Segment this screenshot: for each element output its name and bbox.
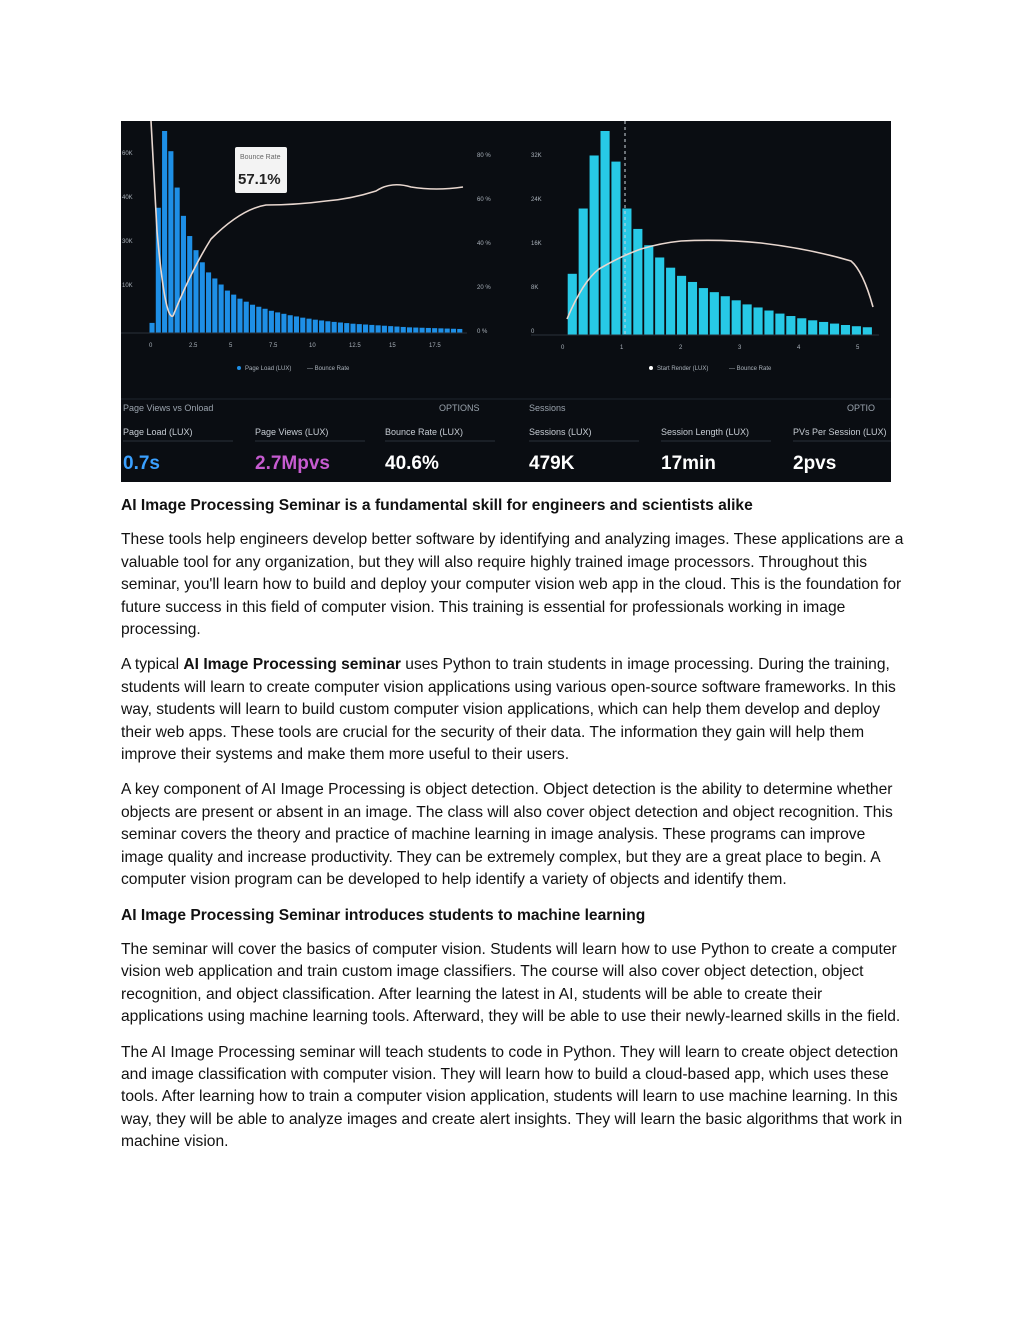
right-y-tick: 32K [531, 153, 542, 159]
right-panel-label: Sessions [529, 403, 566, 413]
left-bar [263, 309, 268, 333]
left-bar [338, 322, 343, 333]
left-bar [288, 315, 293, 333]
left-x-tick: 2.5 [189, 343, 198, 349]
left-x-tick: 12.5 [349, 343, 361, 349]
left-bar [225, 291, 230, 333]
legend-dot-start-render [649, 366, 653, 370]
left-bar [319, 320, 324, 333]
left-x-tick: 7.5 [269, 343, 278, 349]
left-right-tick: 60 % [477, 197, 491, 203]
paragraph-1: These tools help engineers develop better software by identifying and analyzing images. These applications are a valuable tool for any organization, but they will also require highly trained image processors. Throughout this seminar, you'll learn how to build and deploy your computer vision web app in the cloud. This is the foundation for future success in this field of computer vision. This training is essential for professionals working in image processing. [121, 531, 904, 639]
right-bar [699, 288, 708, 335]
right-bar [764, 311, 773, 335]
metrics-row [123, 427, 891, 474]
right-bar [863, 327, 872, 335]
left-panel-label: Page Views vs Onload [123, 403, 214, 413]
paragraph-3: A key component of AI Image Processing is object detection. Object detection is the ability to determine whether objects are present or absent in an image. The class will also cover object detection and object recognition. This seminar covers the theory and practice of machine learning in image analysis. These programs can improve image quality and increase productivity. They can be extremely complex, but they are a great place to begin. A computer vision program can be developed to help identify a variety of objects and identify them. [121, 781, 893, 889]
right-bar [786, 316, 795, 335]
options-left[interactable]: OPTIONS [439, 403, 480, 413]
paragraph-2-rest: uses Python to train students in image processing. During the training, students will learn to create computer vision applications using various open-source software frameworks. In this way, students will learn to build custom computer vision applications, which can help them develop and deploy their web apps. These tools are crucial for the security of their data. The information they gain will help them improve their systems and make them more useful to their users. [121, 656, 896, 764]
dashboard-image [121, 121, 891, 482]
metric-label: PVs Per Session (LUX) [793, 427, 887, 437]
left-bar [332, 322, 337, 333]
right-bar [808, 320, 817, 335]
right-bar [611, 162, 620, 335]
heading-1: AI Image Processing Seminar is a fundamental skill for engineers and scientists alike [121, 497, 753, 514]
metric-value: 2pvs [793, 453, 837, 474]
right-bar [568, 274, 577, 335]
bounce-rate-tooltip [235, 147, 287, 193]
left-bar [200, 262, 205, 333]
left-bar [357, 324, 362, 333]
left-bar [432, 328, 437, 333]
right-y-tick: 16K [531, 241, 542, 247]
dashboard-svg [121, 121, 891, 482]
right-bar [710, 292, 719, 335]
paragraph-2 [121, 654, 907, 766]
right-bar [590, 155, 599, 335]
metric-label: Page Views (LUX) [255, 427, 329, 437]
left-bar [407, 327, 412, 333]
left-bar [413, 328, 418, 333]
right-x-tick: 5 [856, 345, 860, 351]
left-y-tick: 40K [122, 195, 133, 201]
left-bar [256, 307, 261, 333]
metric-label: Page Load (LUX) [123, 427, 193, 437]
left-x-tick: 5 [229, 343, 233, 349]
right-bar [721, 296, 730, 335]
right-x-tick: 2 [679, 345, 683, 351]
left-bar [401, 327, 406, 333]
left-bar [250, 305, 255, 333]
left-bar [313, 320, 318, 333]
right-y-tick: 24K [531, 197, 542, 203]
right-x-tick: 1 [620, 345, 624, 351]
right-bar [600, 131, 609, 335]
left-x-tick: 17.5 [429, 343, 441, 349]
right-bar [775, 314, 784, 335]
right-bar [852, 326, 861, 335]
left-bar [187, 236, 192, 333]
left-bar [388, 326, 393, 333]
paragraph-4: The seminar will cover the basics of computer vision. Students will learn how to use Python to create a computer vision web application and train custom image classifiers. The course will also cover object detection, object recognition, and object classification. After learning the latest in AI, students will be able to create their applications using machine learning tools. Afterward, they will be able to use their newly-learned skills in the field. [121, 940, 901, 1026]
right-bar [622, 209, 631, 335]
right-x-tick: 0 [561, 345, 565, 351]
article [121, 495, 907, 1167]
metric-value: 0.7s [123, 453, 160, 474]
right-bar [633, 229, 642, 335]
left-bar [219, 285, 224, 333]
right-bar [655, 257, 664, 335]
left-bar [438, 328, 443, 333]
left-right-tick: 80 % [477, 153, 491, 159]
legend-dot-page-load [237, 366, 241, 370]
seminar-keyword: AI Image Processing seminar [183, 656, 401, 674]
left-bar [168, 151, 173, 333]
right-bar [743, 304, 752, 335]
right-bar [753, 307, 762, 335]
right-legend-1: Start Render (LUX) [657, 366, 709, 372]
paragraph-2-start: A typical [121, 656, 184, 674]
left-bar [244, 302, 249, 333]
right-x-tick: 4 [797, 345, 801, 351]
left-bar [426, 328, 431, 333]
left-bar [275, 312, 280, 333]
left-x-tick: 15 [389, 343, 396, 349]
left-bar [376, 325, 381, 333]
left-bar [369, 325, 374, 333]
metric-label: Sessions (LUX) [529, 427, 592, 437]
right-y-tick: 8K [531, 285, 539, 291]
metric-label: Session Length (LUX) [661, 427, 750, 437]
left-bar [420, 328, 425, 333]
right-bar [830, 324, 839, 335]
left-bar [281, 314, 286, 333]
right-bar [732, 300, 741, 335]
heading-2: AI Image Processing Seminar introduces students to machine learning [121, 906, 646, 924]
left-bar [150, 323, 155, 333]
metric-value: 40.6% [385, 453, 439, 474]
left-y-tick: 30K [122, 239, 133, 245]
left-bar [231, 295, 236, 333]
left-y-tick: 10K [122, 283, 133, 289]
left-legend-1: Page Load (LUX) [245, 366, 292, 372]
left-y-tick: 60K [122, 151, 133, 157]
left-bar [445, 329, 450, 333]
left-bar [394, 327, 399, 333]
metric-value: 479K [529, 453, 575, 474]
left-bar [451, 329, 456, 333]
right-bar [819, 322, 828, 335]
left-bar [206, 272, 211, 333]
left-bar [350, 324, 355, 333]
right-bar [841, 325, 850, 335]
right-bar [666, 268, 675, 335]
left-chart [121, 121, 491, 372]
metric-value: 17min [661, 453, 716, 474]
left-bar [212, 278, 217, 333]
right-bar [579, 209, 588, 335]
right-bar [644, 245, 653, 335]
left-bar [457, 329, 462, 333]
left-bar [382, 326, 387, 333]
metric-label: Bounce Rate (LUX) [385, 427, 464, 437]
paragraph-5: The AI Image Processing seminar will teach students to code in Python. They will learn to create object detection and image classification with computer vision. They will learn how to build a cloud-based app, which uses these tools. After learning how to train a computer vision application, students will learn to use machine learning. In this way, they will be able to analyze images and create alert insights. They will learn the basic algorithms that work in machine vision. [121, 1043, 903, 1151]
left-legend-2: — Bounce Rate [307, 366, 350, 372]
left-bar [307, 319, 312, 333]
left-bar [363, 325, 368, 333]
left-right-tick: 40 % [477, 241, 491, 247]
right-legend-2: — Bounce Rate [729, 366, 772, 372]
tooltip-label: Bounce Rate [240, 154, 281, 161]
right-y-tick: 0 [531, 329, 535, 335]
left-x-tick: 10 [309, 343, 316, 349]
left-bar [237, 299, 242, 333]
left-bar [181, 216, 186, 333]
options-right[interactable]: OPTIO [847, 403, 876, 413]
metric-value: 2.7Mpvs [255, 453, 330, 474]
left-bar [269, 311, 274, 333]
left-bar [294, 316, 299, 333]
left-x-tick: 0 [149, 343, 153, 349]
left-right-tick: 20 % [477, 285, 491, 291]
right-x-tick: 3 [738, 345, 742, 351]
right-bar [688, 282, 697, 335]
left-bar [325, 321, 330, 333]
tooltip-value: 57.1% [238, 171, 281, 188]
right-bar [797, 318, 806, 335]
right-bar [677, 276, 686, 335]
left-bar [344, 323, 349, 333]
left-right-tick: 0 % [477, 329, 488, 335]
left-bar [300, 318, 305, 333]
right-chart [531, 121, 879, 372]
